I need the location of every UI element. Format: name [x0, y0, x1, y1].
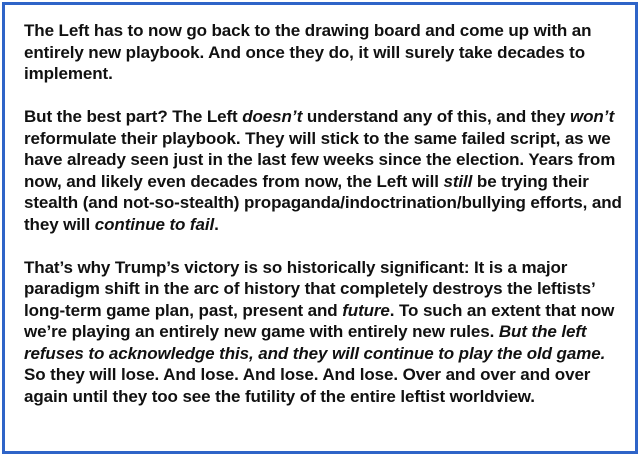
paragraph-2-text: reformulate their playbook. They will stick to the same failed script, as we have already seen just in the last few weeks since the election. Years from now, and likely even decades from now, the Left will — [24, 128, 616, 191]
emphasis-still: still — [443, 171, 473, 191]
paragraph-2-text: understand any of this, and they — [302, 107, 570, 126]
emphasis-continue-to-fail: continue to fail — [94, 214, 215, 234]
paragraph-2-text: be trying their stealth (and not-so-stealth) propaganda/indoctrination/bullying efforts, and they will — [24, 171, 622, 234]
emphasis-old-game: But the left refuses to acknowledge this, and they will continue to play the old game. — [24, 322, 606, 363]
article-text — [24, 20, 630, 407]
emphasis-doesnt: doesn’t — [242, 107, 303, 126]
paragraph-3-text: . To such an extent that now we’re playing an entirely new game with entirely new rules. — [24, 300, 615, 341]
paragraph-1 — [24, 20, 630, 85]
paragraph-3-text: That’s why Trump’s victory is so historically significant: It is a major paradigm shift in the arc of history that completely destroys the leftists’ long-term game plan, past, present and — [24, 257, 595, 320]
emphasis-future: future — [342, 300, 390, 320]
emphasis-wont: won’t — [569, 107, 615, 126]
paragraph-2 — [24, 106, 630, 235]
paragraph-3 — [24, 257, 630, 408]
paragraph-3-text: So they will lose. And lose. And lose. And lose. Over and over and over again until they too see the futility of the entire leftist worldview. — [24, 365, 591, 406]
paragraph-2-text: . — [214, 214, 219, 234]
paragraph-1-text: The Left has to now go back to the drawing board and come up with an entirely new playbook. And once they do, it will surely take decades to implement. — [24, 21, 592, 83]
text-frame — [2, 2, 638, 454]
paragraph-2-text: But the best part? The Left — [24, 107, 243, 126]
